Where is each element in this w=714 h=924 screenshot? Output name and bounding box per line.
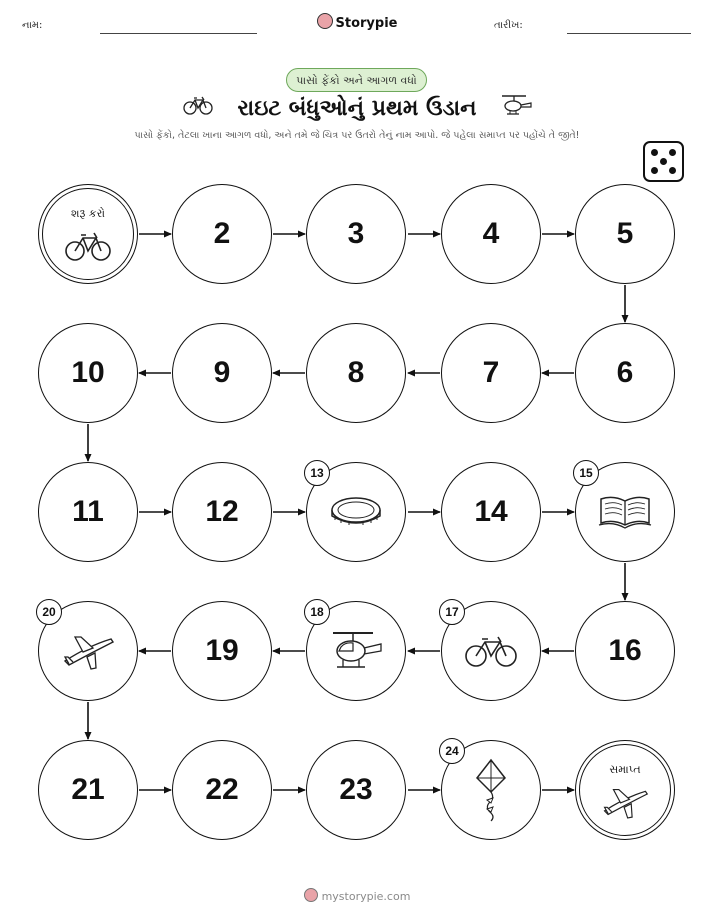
start-label: શરૂ કરો <box>70 207 106 220</box>
bicycle-icon <box>464 633 518 669</box>
cell-23[interactable] <box>306 740 406 840</box>
cell-number: 21 <box>71 773 105 806</box>
cell-badge: 15 <box>573 460 599 486</box>
cell-7[interactable] <box>441 323 541 423</box>
date-label: તારીખ: <box>494 20 523 31</box>
finish-label: સમાપ્ત <box>609 763 641 776</box>
cell-number: 10 <box>71 356 105 389</box>
cell-2[interactable] <box>172 184 272 284</box>
name-label: નામ: <box>22 20 43 31</box>
airplane-icon <box>601 784 649 820</box>
cell-3[interactable] <box>306 184 406 284</box>
start-cell[interactable] <box>38 184 138 284</box>
cell-badge: 18 <box>304 599 330 625</box>
cell-number: 9 <box>213 356 231 389</box>
cell-badge: 24 <box>439 738 465 764</box>
cell-number: 16 <box>608 634 642 667</box>
cell-13[interactable] <box>306 462 406 562</box>
cell-21[interactable] <box>38 740 138 840</box>
cell-number: 6 <box>616 356 634 389</box>
cell-number: 2 <box>213 217 231 250</box>
cell-badge: 13 <box>304 460 330 486</box>
cell-22[interactable] <box>172 740 272 840</box>
cell-20[interactable] <box>38 601 138 701</box>
book-icon <box>597 493 653 531</box>
cell-9[interactable] <box>172 323 272 423</box>
cell-10[interactable] <box>38 323 138 423</box>
bear-icon <box>304 888 318 902</box>
cell-24[interactable] <box>441 740 541 840</box>
cell-18[interactable] <box>306 601 406 701</box>
cell-5[interactable] <box>575 184 675 284</box>
cell-19[interactable] <box>172 601 272 701</box>
instructions-text: પાસો ફેંકો, તેટલા ખાના આગળ વધો, અને તમે જે ચિત્ર પર ઉતરો તેનું નામ આપો. જે પહેલા સમાપ્ત પર પહોંચે તે જીતે! <box>134 130 580 141</box>
cell-17[interactable] <box>441 601 541 701</box>
cell-11[interactable] <box>38 462 138 562</box>
cell-4[interactable] <box>441 184 541 284</box>
cell-number: 5 <box>616 217 634 250</box>
cell-number: 4 <box>482 217 500 250</box>
cell-12[interactable] <box>172 462 272 562</box>
cell-number: 8 <box>347 356 365 389</box>
cell-8[interactable] <box>306 323 406 423</box>
cell-15[interactable] <box>575 462 675 562</box>
cell-number: 3 <box>347 217 365 250</box>
page-title: રાઇટ બંધુઓનું પ્રથમ ઉડાન <box>237 96 477 121</box>
kite-icon <box>471 758 511 822</box>
cell-number: 12 <box>205 495 239 528</box>
cell-number: 19 <box>205 634 239 667</box>
cell-number: 22 <box>205 773 239 806</box>
instruction-pill: પાસો ફેંકો અને આગળ વધો <box>286 68 427 92</box>
cell-6[interactable] <box>575 323 675 423</box>
cell-number: 14 <box>474 495 508 528</box>
bicycle-icon <box>64 229 112 263</box>
finish-cell[interactable] <box>575 740 675 840</box>
cell-14[interactable] <box>441 462 541 562</box>
airplane-icon <box>61 631 115 671</box>
cell-badge: 17 <box>439 599 465 625</box>
coin-icon <box>329 492 383 532</box>
footer-url[interactable]: mystorypie.com <box>321 890 411 903</box>
helicopter-icon <box>327 629 385 673</box>
cell-number: 23 <box>339 773 373 806</box>
cell-number: 7 <box>482 356 500 389</box>
cell-16[interactable] <box>575 601 675 701</box>
cell-number: 11 <box>72 495 104 528</box>
cell-badge: 20 <box>36 599 62 625</box>
footer <box>0 888 714 903</box>
brand-name: Storypie <box>335 16 398 31</box>
